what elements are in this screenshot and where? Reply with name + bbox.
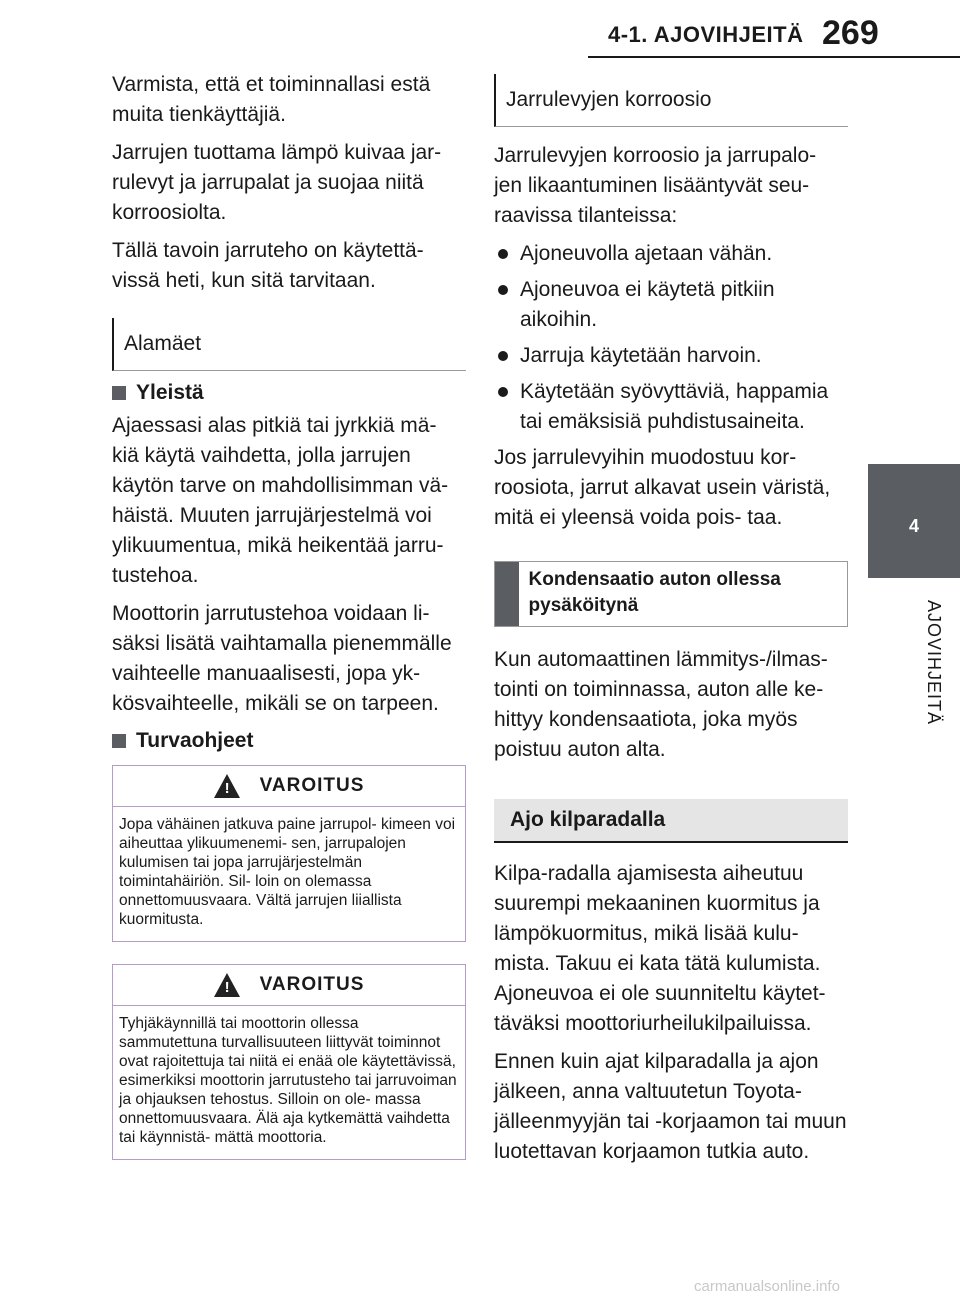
subheading-condensation bbox=[494, 561, 848, 627]
subheading-bar bbox=[495, 562, 519, 626]
topic-safety-title: Turvaohjeet bbox=[136, 729, 254, 752]
section-heading-racetrack: Ajo kilparadalla bbox=[494, 799, 848, 843]
warning-triangle-icon: ! bbox=[214, 973, 240, 997]
warning-header bbox=[113, 965, 465, 1006]
list-item: Käytetään syövyttäviä, happamia tai emäksisiä puhdistusaineita. bbox=[494, 377, 848, 437]
chapter-tab-number: 4 bbox=[908, 516, 919, 536]
racetrack-paragraph: Kilpa-radalla ajamisesta aiheutuu suurempi mekaaninen kuormitus ja lämpökuormitus, mikä lisää kulu- mista. Takuu ei kata tätä kulumista. Ajoneuvoa ei ole suunniteltu käytet- täväksi moottoriurheilukilpailuissa. bbox=[494, 862, 826, 1035]
condensation-paragraph: Kun automaattinen lämmitys-/ilmas- tointi on toiminnassa, auton alle ke- hittyy kondensaatiota, joka myös poistuu auton alta. bbox=[494, 648, 828, 761]
warning-text: Tyhjäkäynnillä tai moottorin ollessa sammutettuna turvallisuuteen liittyvät toiminnot ovat rajoitettuja tai niitä ei enää ole käytettävissä, esimerkiksi moottorin jarrutusteho tai jarruvoiman ja ohjauksen tehostus. Silloin on ole- massa onnettomuusvaara. Älä aja kytkemättä vaihdetta tai käynnistä- mättä moottoria. bbox=[119, 1015, 457, 1146]
watermark: carmanualsonline.info bbox=[694, 1278, 840, 1295]
list-item: Jarruja käytetään harvoin. bbox=[494, 341, 848, 371]
square-bullet-icon bbox=[112, 386, 126, 400]
right-column bbox=[494, 74, 848, 1175]
general-paragraph: Ajaessasi alas pitkiä tai jyrkkiä mä- kiä käytä vaihdetta, jolla jarrujen käytön tarve on mahdollisimman vä- häistä. Muuten jarrujärjestelmä voi ylikuumentua, mikä heikentää jarru- tustehoa. bbox=[112, 414, 449, 587]
page-number: 269 bbox=[822, 14, 879, 52]
corrosion-paragraph: Jarrulevyjen korroosio ja jarrupalo- jen likaantuminen lisääntyvät seu- raavissa tilanteissa: bbox=[494, 144, 817, 227]
subheading-corrosion: Jarrulevyjen korroosio bbox=[494, 74, 848, 127]
left-column bbox=[112, 70, 466, 1182]
warning-triangle-icon: ! bbox=[214, 774, 240, 798]
intro-paragraph: Jarrujen tuottama lämpö kuivaa jar- rulevyt ja jarrupalat ja suojaa niitä korroosiolta. bbox=[112, 141, 442, 224]
topic-safety bbox=[112, 729, 466, 753]
warning-text: Jopa vähäinen jatkuva paine jarrupol- kimeen voi aiheuttaa ylikuumenemi- sen, jarrupalojen kulumisen tai jopa jarrujärjestelmän toimintahäiriön. Sil- loin on olemassa onnettomuusvaara. Vältä jarrujen liiallista kuormitusta. bbox=[119, 816, 456, 928]
warning-box bbox=[112, 765, 466, 942]
square-bullet-icon bbox=[112, 734, 126, 748]
intro-paragraph: Varmista, että et toiminnallasi estä muita tienkäyttäjiä. bbox=[112, 73, 431, 126]
header-rule bbox=[588, 56, 960, 58]
subheading-downhill: Alamäet bbox=[112, 318, 466, 371]
intro-paragraph: Tällä tavoin jarruteho on käytettä- vissä heti, kun sitä tarvitaan. bbox=[112, 239, 424, 292]
racetrack-paragraph: Ennen kuin ajat kilparadalla ja ajon jälkeen, anna valtuutetun Toyota- jälleenmyyjän tai -korjaamon tai muun luotettavan korjaamon tutkia auto. bbox=[494, 1050, 847, 1163]
topic-general-title: Yleistä bbox=[136, 381, 204, 404]
corrosion-paragraph: Jos jarrulevyihin muodostuu kor- roosiota, jarrut alkavat usein väristä, mitä ei yleensä voida pois- taa. bbox=[494, 446, 831, 529]
list-item: Ajoneuvolla ajetaan vähän. bbox=[494, 239, 848, 269]
topic-general bbox=[112, 381, 466, 405]
chapter-tab-label: AJOVIHJEITÄ bbox=[924, 600, 944, 726]
warning-box bbox=[112, 964, 466, 1160]
list-item: Ajoneuvoa ei käytetä pitkiin aikoihin. bbox=[494, 275, 848, 335]
general-paragraph: Moottorin jarrutustehoa voidaan li- säksi lisätä vaihtamalla pienemmälle vaihteelle manuaalisesti, jopa yk- kösvaihteelle, mikäli se on tarpeen. bbox=[112, 602, 452, 715]
warning-title: VAROITUS bbox=[259, 974, 365, 995]
section-label: 4-1. AJOVIHJEITÄ bbox=[608, 22, 804, 47]
warning-title: VAROITUS bbox=[259, 775, 365, 796]
corrosion-list bbox=[494, 239, 848, 437]
warning-header bbox=[113, 766, 465, 807]
subheading-condensation-title: Kondensaatio auton ollessa pysäköitynä bbox=[528, 569, 781, 616]
